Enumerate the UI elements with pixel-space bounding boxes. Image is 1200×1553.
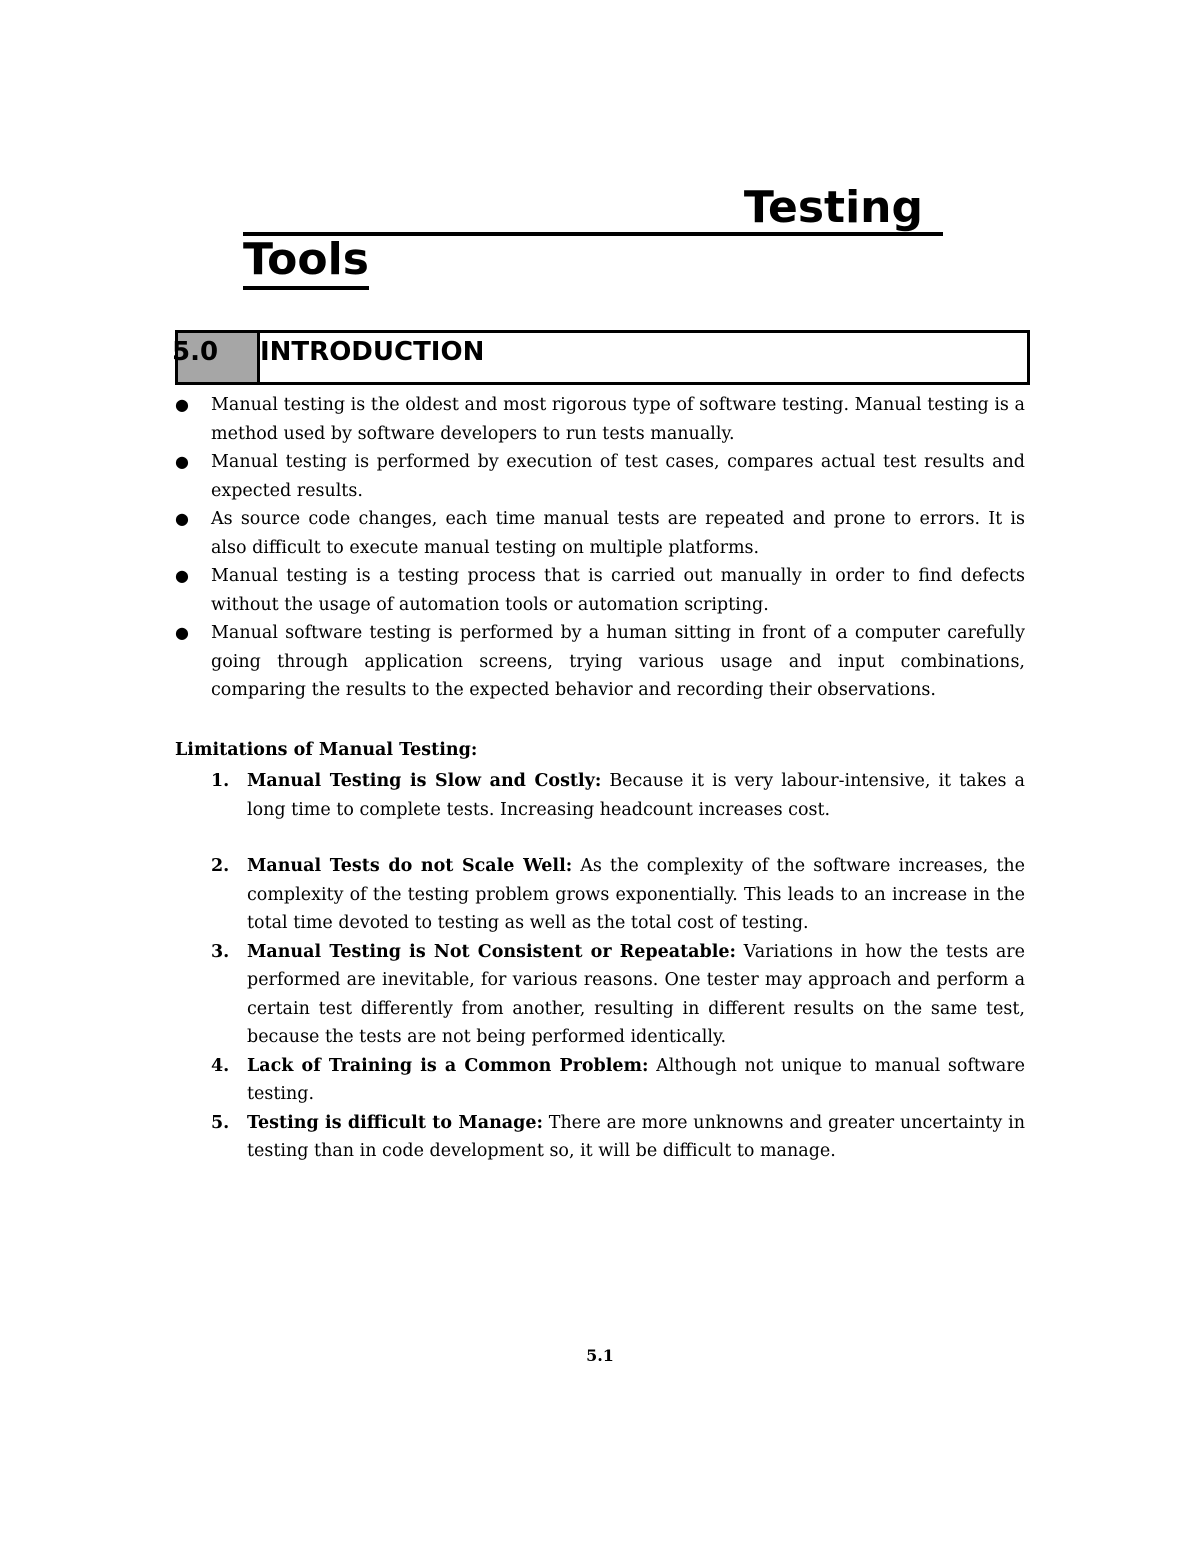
page-number: 5.1 — [586, 1346, 614, 1365]
bullet-icon: ● — [175, 452, 189, 471]
item-number: 5. — [211, 1112, 230, 1133]
limitations-heading: Limitations of Manual Testing: — [175, 740, 478, 760]
bullet-item — [175, 448, 1025, 505]
bullet-item — [175, 562, 1025, 619]
limitation-item — [211, 767, 1025, 824]
item-number: 1. — [211, 771, 230, 791]
bullet-text: Manual testing is the oldest and most rigorous type of software testing. Manual testing is a method used by software developers to run tests manually. — [211, 395, 1025, 444]
bullet-text: As source code changes, each time manual tests are repeated and prone to errors. It is also difficult to execute manual testing on multiple platforms. — [211, 509, 1025, 558]
limitation-item — [211, 938, 1025, 1052]
bullet-text: Manual testing is a testing process that is carried out manually in order to find defects without the usage of automation tools or automation scripting. — [211, 566, 1025, 615]
item-text: There are more unknowns and greater uncertainty in testing than in code development so, it will be difficult to manage. — [247, 1112, 1025, 1161]
item-text: Because it is very labour-intensive, it takes a long time to complete tests. Increasing headcount increases cost. — [247, 771, 1025, 820]
chapter-title-line1: Testing — [243, 180, 943, 236]
item-number: 3. — [211, 941, 230, 962]
limitation-item — [211, 852, 1025, 938]
item-lead: Lack of Training is a Common Problem: — [247, 1055, 649, 1076]
bullet-icon: ● — [175, 395, 189, 414]
chapter-title-line2: Tools — [243, 234, 369, 290]
section-title: INTRODUCTION — [260, 337, 485, 367]
item-lead: Manual Testing is Slow and Costly: — [247, 771, 602, 791]
item-lead: Manual Tests do not Scale Well: — [247, 856, 573, 876]
item-text: Although not unique to manual software testing. — [247, 1055, 1025, 1104]
limitation-item — [211, 1109, 1025, 1166]
bullet-item — [175, 619, 1025, 705]
bullet-item — [175, 505, 1025, 562]
item-lead: Manual Testing is Not Consistent or Repeatable: — [247, 941, 737, 962]
bullet-icon: ● — [175, 509, 189, 528]
bullet-icon: ● — [175, 623, 189, 642]
section-number: 5.0 — [178, 333, 260, 382]
bullet-icon: ● — [175, 566, 189, 585]
bullet-item — [175, 391, 1025, 448]
item-text: Variations in how the tests are performed are inevitable, for various reasons. One tester may approach and perform a certain test differently from another, resulting in different results on the same test, because the tests are not being performed identically. — [247, 941, 1025, 1047]
limitation-item — [211, 1052, 1025, 1109]
item-text: As the complexity of the software increases, the complexity of the testing problem grows exponentially. This leads to an increase in the total time devoted to testing as well as the total cost of testing. — [247, 856, 1025, 933]
intro-bullet-list — [175, 391, 1025, 705]
item-number: 4. — [211, 1055, 230, 1076]
bullet-text: Manual testing is performed by execution of test cases, compares actual test results and expected results. — [211, 452, 1025, 501]
item-number: 2. — [211, 856, 230, 876]
section-header — [172, 330, 1030, 385]
bullet-text: Manual software testing is performed by a human sitting in front of a computer carefully going through application screens, trying various usage and input combinations, comparing the results to the expected behavior and recording their observations. — [211, 623, 1025, 700]
limitations-list — [211, 767, 1025, 1166]
item-lead: Testing is difficult to Manage: — [247, 1112, 543, 1133]
